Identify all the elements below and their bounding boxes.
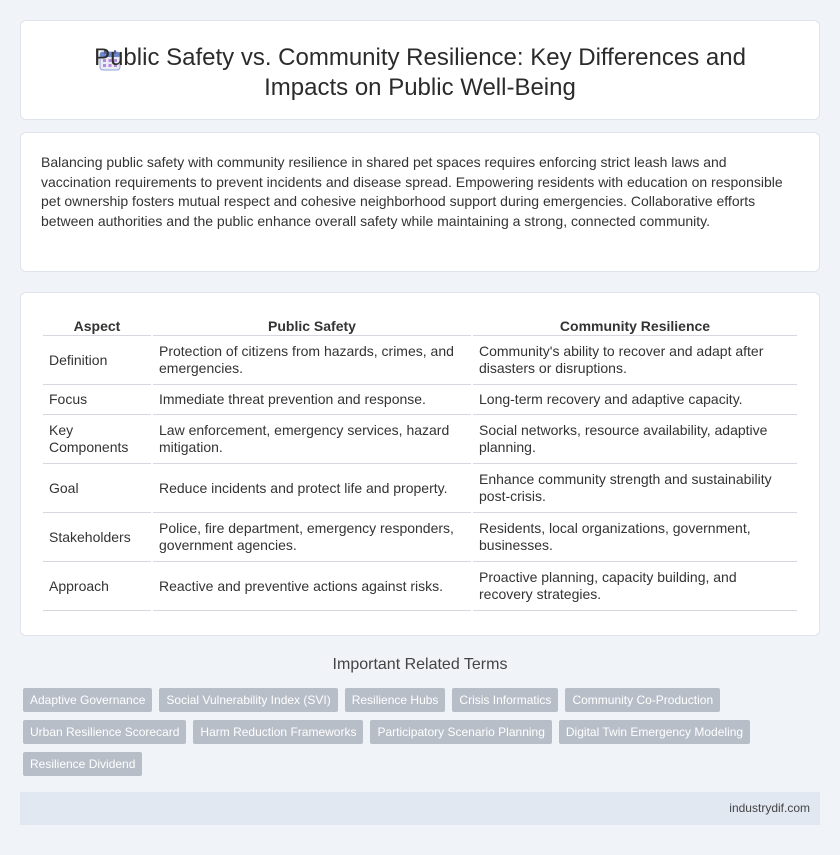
public-safety-cell: Law enforcement, emergency services, hazard mitigation. (153, 415, 471, 464)
tag-digital-twin-emergency-modeling[interactable]: Digital Twin Emergency Modeling (559, 720, 750, 744)
public-safety-cell: Reactive and preventive actions against risks. (153, 562, 471, 611)
aspect-cell: Approach (43, 562, 151, 611)
community-resilience-cell: Community's ability to recover and adapt after disasters or disruptions. (473, 336, 797, 385)
header-community-resilience: Community Resilience (473, 314, 797, 336)
footer (20, 792, 820, 825)
community-resilience-cell: Social networks, resource availability, adaptive planning. (473, 415, 797, 464)
public-safety-cell: Immediate threat prevention and response. (153, 385, 471, 415)
aspect-cell: Key Components (43, 415, 151, 464)
footer-site[interactable]: industrydif.com (729, 801, 810, 815)
table-row (43, 513, 797, 562)
title-card (20, 20, 820, 120)
tag-participatory-scenario-planning[interactable]: Participatory Scenario Planning (370, 720, 551, 744)
tag-adaptive-governance[interactable]: Adaptive Governance (23, 688, 152, 712)
public-safety-cell: Protection of citizens from hazards, crimes, and emergencies. (153, 336, 471, 385)
summary-text: Balancing public safety with community resilience in shared pet spaces requires enforcing strict leash laws and vaccination requirements to prevent incidents and disease spread. Empowering residents with education on responsible pet ownership fosters mutual respect and cohesive neighborhood support during emergencies. Collaborative efforts between authorities and the public enhance overall safety while maintaining a strong, connected community. (41, 154, 783, 229)
tag-social-vulnerability-index[interactable]: Social Vulnerability Index (SVI) (159, 688, 337, 712)
tag-harm-reduction-frameworks[interactable]: Harm Reduction Frameworks (193, 720, 363, 744)
community-resilience-cell: Proactive planning, capacity building, and recovery strategies. (473, 562, 797, 611)
comparison-table (41, 314, 799, 611)
tag-community-co-production[interactable]: Community Co-Production (565, 688, 720, 712)
table-row (43, 336, 797, 385)
community-resilience-cell: Enhance community strength and sustainability post-crisis. (473, 464, 797, 513)
community-resilience-cell: Residents, local organizations, government, businesses. (473, 513, 797, 562)
summary-card (20, 132, 820, 272)
tag-urban-resilience-scorecard[interactable]: Urban Resilience Scorecard (23, 720, 186, 744)
page-title-line-1: Public Safety vs. Community Resilience: Key Differences and (94, 44, 746, 71)
tag-crisis-informatics[interactable]: Crisis Informatics (452, 688, 558, 712)
page-title-line-2: Impacts on Public Well-Being (264, 74, 576, 101)
tag-resilience-hubs[interactable]: Resilience Hubs (345, 688, 446, 712)
header-aspect: Aspect (43, 314, 151, 336)
table-row (43, 562, 797, 611)
related-terms-tags (23, 688, 803, 784)
public-safety-cell: Reduce incidents and protect life and property. (153, 464, 471, 513)
header-public-safety: Public Safety (153, 314, 471, 336)
related-terms-title: Important Related Terms (332, 656, 508, 673)
table-row (43, 385, 797, 415)
aspect-cell: Focus (43, 385, 151, 415)
public-safety-cell: Police, fire department, emergency responders, government agencies. (153, 513, 471, 562)
aspect-cell: Definition (43, 336, 151, 385)
table-row (43, 464, 797, 513)
tag-resilience-dividend[interactable]: Resilience Dividend (23, 752, 142, 776)
community-resilience-cell: Long-term recovery and adaptive capacity. (473, 385, 797, 415)
table-header-row (43, 314, 797, 336)
aspect-cell: Stakeholders (43, 513, 151, 562)
aspect-cell: Goal (43, 464, 151, 513)
page-title (21, 43, 819, 103)
table-row (43, 415, 797, 464)
